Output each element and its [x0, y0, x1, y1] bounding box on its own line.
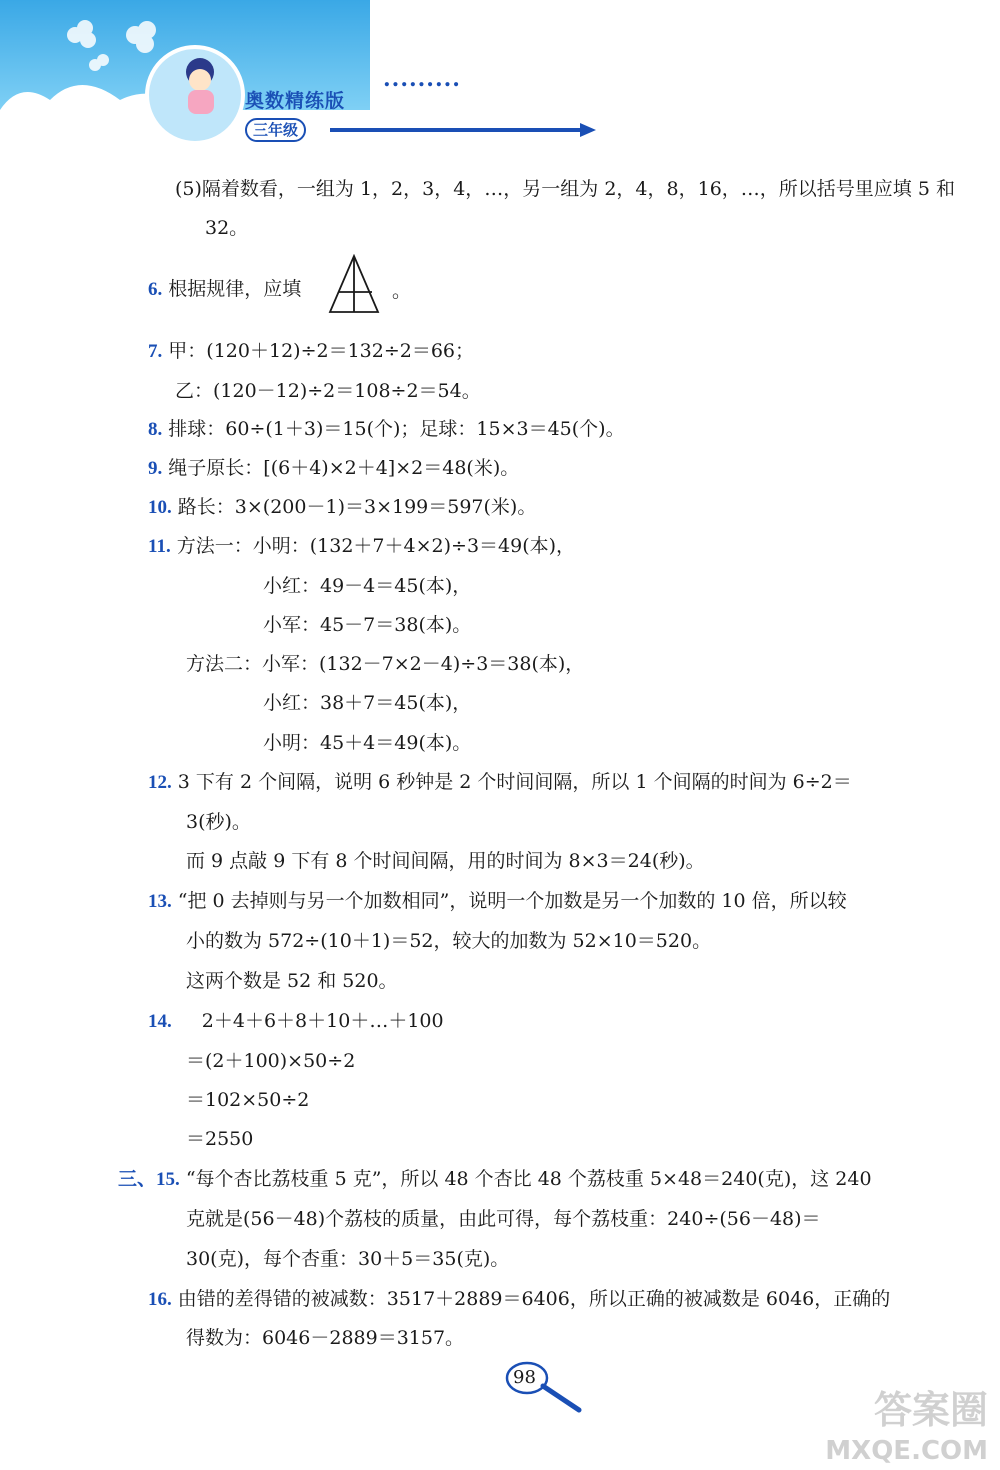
answer-11e: 小红：38＋7＝45(本)， — [263, 692, 472, 714]
answer-13b: 小的数为 572÷(10＋1)＝52，较大的加数为 52×10＝520。 — [186, 930, 712, 952]
answer-13c: 这两个数是 52 和 520。 — [186, 970, 398, 992]
answer-6 — [148, 276, 301, 303]
answer-7a — [148, 338, 474, 365]
question-number: 16. — [148, 1289, 172, 1310]
question-number: 6. — [148, 279, 163, 300]
book-title: 奥数精练版 — [245, 90, 346, 112]
answer-14d: ＝2550 — [186, 1128, 254, 1150]
answer-11c: 小军：45－7＝38(本)。 — [263, 614, 472, 636]
answer-5-line1: (5)隔着数看，一组为 1，2，3，4，…，另一组为 2，4，8，16，…，所以括号里应填 5 和 — [175, 178, 955, 200]
answer-text: 由错的差得错的被减数：3517＋2889＝6406，所以正确的被减数是 6046，正确的 — [177, 1288, 891, 1310]
answer-5-line2: 32。 — [205, 217, 249, 239]
answer-16b: 得数为：6046－2889＝3157。 — [186, 1327, 465, 1349]
answer-text: 2＋4＋6＋8＋10＋…＋100 — [201, 1010, 444, 1032]
answer-text: 路长：3×(200－1)＝3×199＝597(米)。 — [177, 496, 537, 518]
header-arrow — [330, 122, 600, 138]
answer-6-end: 。 — [392, 280, 412, 302]
page-number: 98 — [513, 1367, 536, 1388]
answer-text: “把 0 去掉则与另一个加数相同”，说明一个加数是另一个加数的 10 倍，所以较 — [177, 890, 847, 912]
question-number: 三、15. — [118, 1169, 180, 1190]
answer-16a — [148, 1286, 890, 1313]
answer-15c: 30(克)，每个杏重：30＋5＝35(克)。 — [186, 1248, 510, 1270]
answer-text: 方法一：小明：(132＋7＋4×2)÷3＝49(本)， — [176, 535, 576, 557]
answer-14a — [148, 1008, 444, 1035]
answer-7b: 乙：(120－12)÷2＝108÷2＝54。 — [175, 380, 481, 402]
question-number: 10. — [148, 497, 172, 518]
answer-15b: 克就是(56－48)个荔枝的质量，由此可得，每个荔枝重：240÷(56－48)＝ — [186, 1208, 821, 1230]
answer-12a — [148, 769, 852, 796]
answer-12b: 3(秒)。 — [186, 811, 251, 833]
answer-14b: ＝(2＋100)×50÷2 — [186, 1050, 356, 1072]
answer-13a — [148, 888, 847, 915]
grade-badge: 三年级 — [245, 118, 306, 142]
question-number: 12. — [148, 772, 172, 793]
question-number: 13. — [148, 891, 172, 912]
question-number: 9. — [148, 458, 163, 479]
answer-11d: 方法二：小军：(132－7×2－4)÷3＝38(本)， — [186, 653, 585, 675]
answer-text: 绳子原长：[(6＋4)×2＋4]×2＝48(米)。 — [168, 457, 520, 479]
watermark-logo: 答案圈 — [873, 1388, 988, 1432]
answer-11b: 小红：49－4＝45(本)， — [263, 575, 472, 597]
answer-text: 根据规律，应填 — [168, 278, 302, 300]
header-decoration — [0, 0, 370, 150]
answer-text: “每个杏比荔枝重 5 克”，所以 48 个杏比 48 个荔枝重 5×48＝240(克)，这 240 — [185, 1168, 872, 1190]
answer-11f: 小明：45＋4＝49(本)。 — [263, 732, 472, 754]
header-dots: ......... — [383, 66, 461, 92]
triangle-figure — [326, 254, 382, 316]
answer-text: 排球：60÷(1＋3)＝15(个)；足球：15×3＝45(个)。 — [168, 418, 625, 440]
question-number: 7. — [148, 341, 163, 362]
question-number: 14. — [148, 1011, 172, 1032]
answer-14c: ＝102×50÷2 — [186, 1089, 310, 1111]
answer-text: 3 下有 2 个间隔，说明 6 秒钟是 2 个时间间隔，所以 1 个间隔的时间为 6÷2＝ — [177, 771, 852, 793]
answer-11a — [148, 533, 575, 560]
watermark-url: MXQE.COM — [825, 1436, 988, 1466]
question-number: 8. — [148, 419, 163, 440]
answer-text: 甲：(120＋12)÷2＝132÷2＝66； — [168, 340, 475, 362]
answer-12c: 而 9 点敲 9 下有 8 个时间间隔，用的时间为 8×3＝24(秒)。 — [186, 850, 705, 872]
answer-15a — [118, 1166, 872, 1193]
answer-9 — [148, 455, 519, 482]
question-number: 11. — [148, 536, 171, 557]
answer-10 — [148, 494, 536, 521]
answer-8 — [148, 416, 625, 443]
